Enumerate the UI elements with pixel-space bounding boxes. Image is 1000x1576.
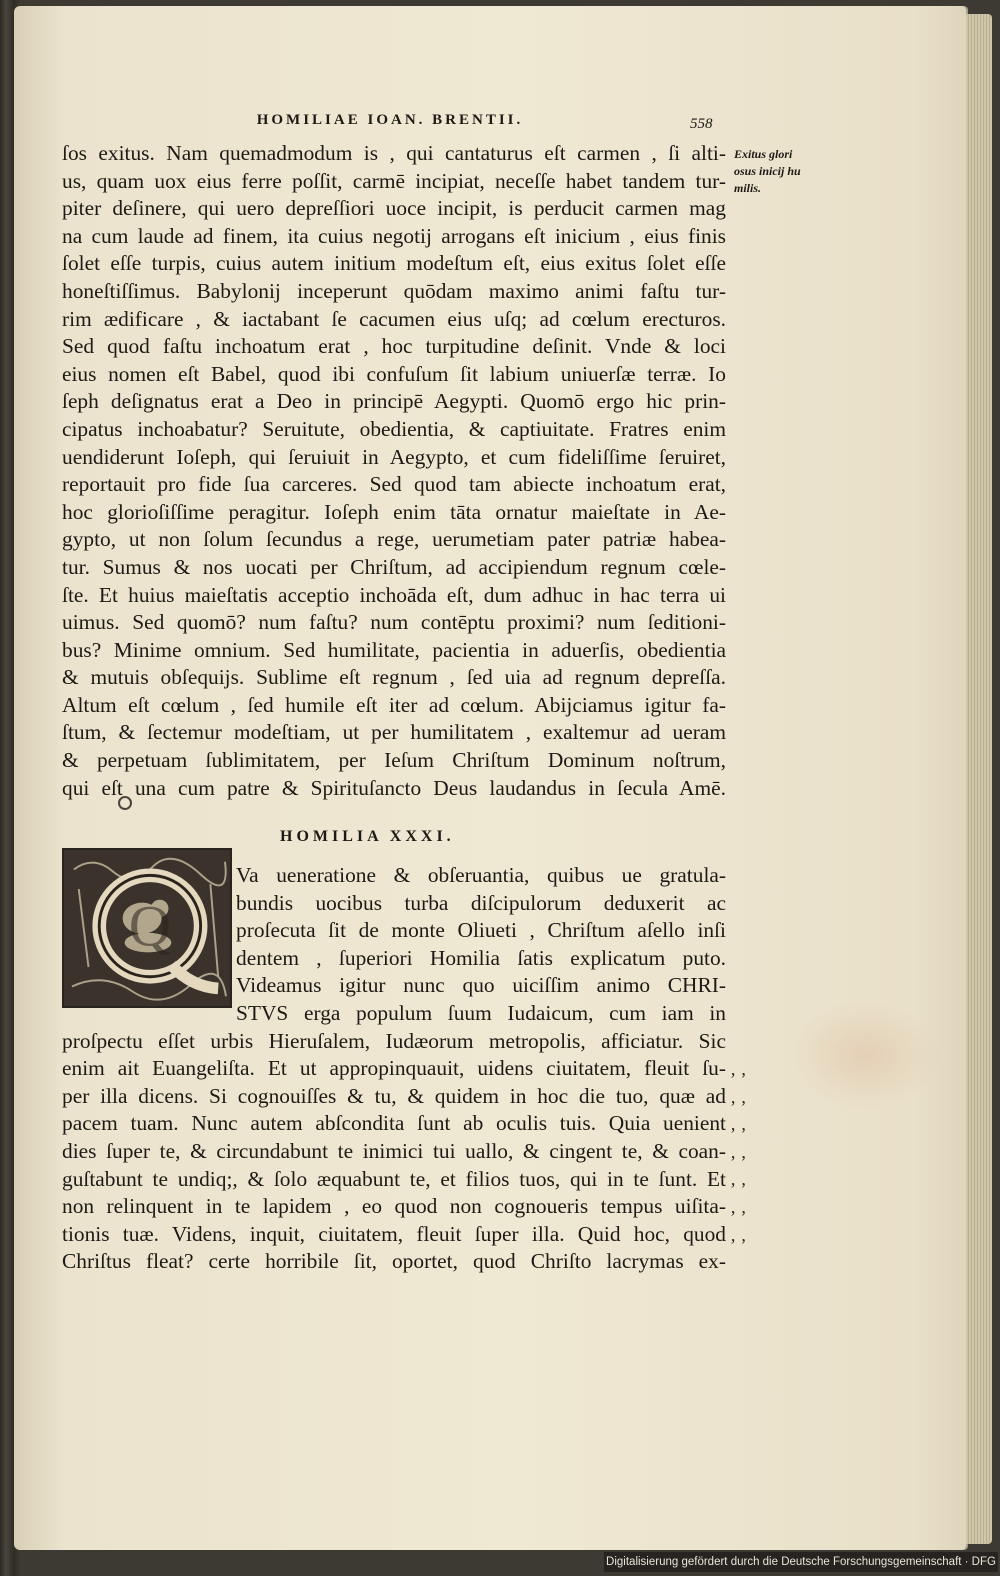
quote-mark: ‚ ‚ [730,1196,747,1217]
homily-2-text [62,862,726,1276]
quote-mark: ‚ ‚ [730,1169,747,1190]
text-line: ſte. Et huius maieſtatis acceptio inchoāda eſt, dum adhuc in hac terra ui [62,582,726,607]
text-line: enim ait Euangeliſta. Et ut appropinquauit, uidens ciuitatem, fleuit ſu- [62,1056,726,1081]
quote-mark: ‚ ‚ [730,1224,747,1245]
text-line: reportauit pro fide ſua carceres. Sed quod tam abiecte inchoatum erat, [62,472,726,497]
quotation-marks-column [730,1056,760,1249]
text-line: bus? Minime omnium. Sed humilitate, pacientia in aduerſis, obedientia [62,637,726,662]
text-line: na cum laude ad finem, ita cuius negotij arrogans eſt inicium , eius finis [62,223,726,248]
text-line: bundis uocibus turba diſcipulorum deduxerit ac [236,890,726,915]
text-line: Videamus igitur nunc quo uiciſſim animo CHRI- [236,973,726,998]
quote-mark: ‚ ‚ [730,1086,747,1107]
text-line: uendiderunt Ioſeph, qui ſeruiuit in Aegypto, et cum fideliſſime ſeruiret, [62,444,726,469]
svg-text:Q: Q [128,893,172,959]
quote-mark: ‚ ‚ [730,1141,747,1162]
text-line: & mutuis obſequijs. Sublime eſt regnum , ſed uia ad regnum depreſſa. [62,665,726,690]
text-line: guſtabunt te undiq;, & ſolo æquabunt te, et filios tuos, qui in te ſunt. Et [62,1166,726,1191]
text-line: non relinquent in te lapidem , eo quod non cognoueris tempus uiſita- [62,1194,726,1219]
paper-stain [790,1000,940,1110]
text-line: ſolet eſſe turpis, cuius autem initium modeſtum eſt, eius exitus ſolet eſſe [62,251,726,276]
text-line: STVS erga populum ſuum Iudaicum, cum iam in [236,1000,726,1025]
text-line: Altum eſt cœlum , ſed humile eſt iter ad cœlum. Abijciamus igitur fa- [62,692,726,717]
quote-mark: ‚ ‚ [730,1114,747,1135]
text-line: pacem tuam. Nunc autem abſcondita ſunt ab oculis tuis. Quia uenient [62,1111,726,1136]
text-line: rim ædificare , & iactabant ſe cacumen eius uſq; ad cœlum erecturos. [62,306,726,331]
text-line: tionis tuæ. Videns, inquit, ciuitatem, fleuit ſuper illa. Quid hoc, quod [62,1221,726,1246]
text-line: us, quam uox eius ferre poſſit, carmē incipiat, neceſſe habet tandem tur- [62,168,726,193]
text-line: Chriſtus fleat? certe horribile ſit, oportet, quod Chriſto lacrymas ex- [62,1249,726,1274]
page-edges [966,14,992,1544]
homily-heading: HOMILIA XXXI. [280,828,455,845]
text-line: dies ſuper te, & circundabunt te inimici tui uallo, & cingent te, & coan- [62,1138,726,1163]
text-line: Sed quod faſtu inchoatum erat , hoc turpitudine deſinit. Vnde & loci [62,334,726,359]
text-line: uimus. Sed quomō? num faſtu? num contēptu proximi? num ſeditioni- [62,610,726,635]
digitization-footer: Digitalisierung gefördert durch die Deutsche Forschungsgemeinschaft · DFG [604,1552,998,1572]
margin-note-line: osus inicij hu [734,164,801,178]
margin-note-line: milis. [734,181,762,195]
running-head: HOMILIAE IOAN. BRENTII. [256,112,524,128]
text-line: hoc glorioſiſſime peragitur. Ioſeph enim tāta ornatur maieſtate in Ae- [62,499,726,524]
text-line: gypto, ut non ſolum ſecundus a rege, uerumetiam pater patriæ habea- [62,527,726,552]
text-line: ſos exitus. Nam quemadmodum is , qui cantaturus eſt carmen , ſi alti- [62,141,726,165]
margin-note-line: Exitus glori [734,147,793,161]
text-line: eius nomen eſt Babel, quod ibi confuſum ſit labium uniuerſæ terræ. Io [62,361,726,386]
text-line: dentem , ſuperiori Homilia ſatis explicatum puto. [236,945,726,970]
text-line: proſecuta ſit de monte Oliueti , Chriſtum aſello inſi [236,918,726,943]
homily-1-text [62,140,726,802]
text-line: ſeph deſignatus erat a Deo in principē Aegypti. Quomō ergo hic prin- [62,389,726,414]
text-line: & perpetuam ſublimitatem, per Ieſum Chriſtum Dominum noſtrum, [62,748,726,773]
ink-mark [118,796,132,810]
text-line: qui eſt una cum patre & Spirituſancto Deus laudandus in ſecula Amē. [62,775,726,800]
margin-note [734,146,824,197]
text-line: tur. Sumus & nos uocati per Chriſtum, ad accipiendum regnum cœle- [62,554,726,579]
text-line: proſpectu eſſet urbis Hieruſalem, Iudæorum metropolis, afficiatur. Sic [62,1028,726,1053]
text-line: ſtum, & ſectemur modeſtiam, ut per humilitatem , exaltemur ad ueram [62,720,726,745]
text-line: per illa dicens. Si cognouiſſes & tu, & quidem in hoc die tuo, quæ ad [62,1083,726,1108]
text-line: honeſtiſſimus. Babylonij inceperunt quōdam maximo animi faſtu tur- [62,278,726,303]
quote-mark: ‚ ‚ [730,1059,747,1079]
text-line: cipatus inchoabatur? Seruitute, obedientia, & captiuitate. Fratres enim [62,416,726,441]
text-line: piter deſinere, qui uero depreſſiori uoce incipit, is perducit carmen mag [62,196,726,221]
folio-number: 558 [690,116,713,132]
text-line: Va ueneratione & obſeruantia, quibus ue gratula- [236,863,726,887]
